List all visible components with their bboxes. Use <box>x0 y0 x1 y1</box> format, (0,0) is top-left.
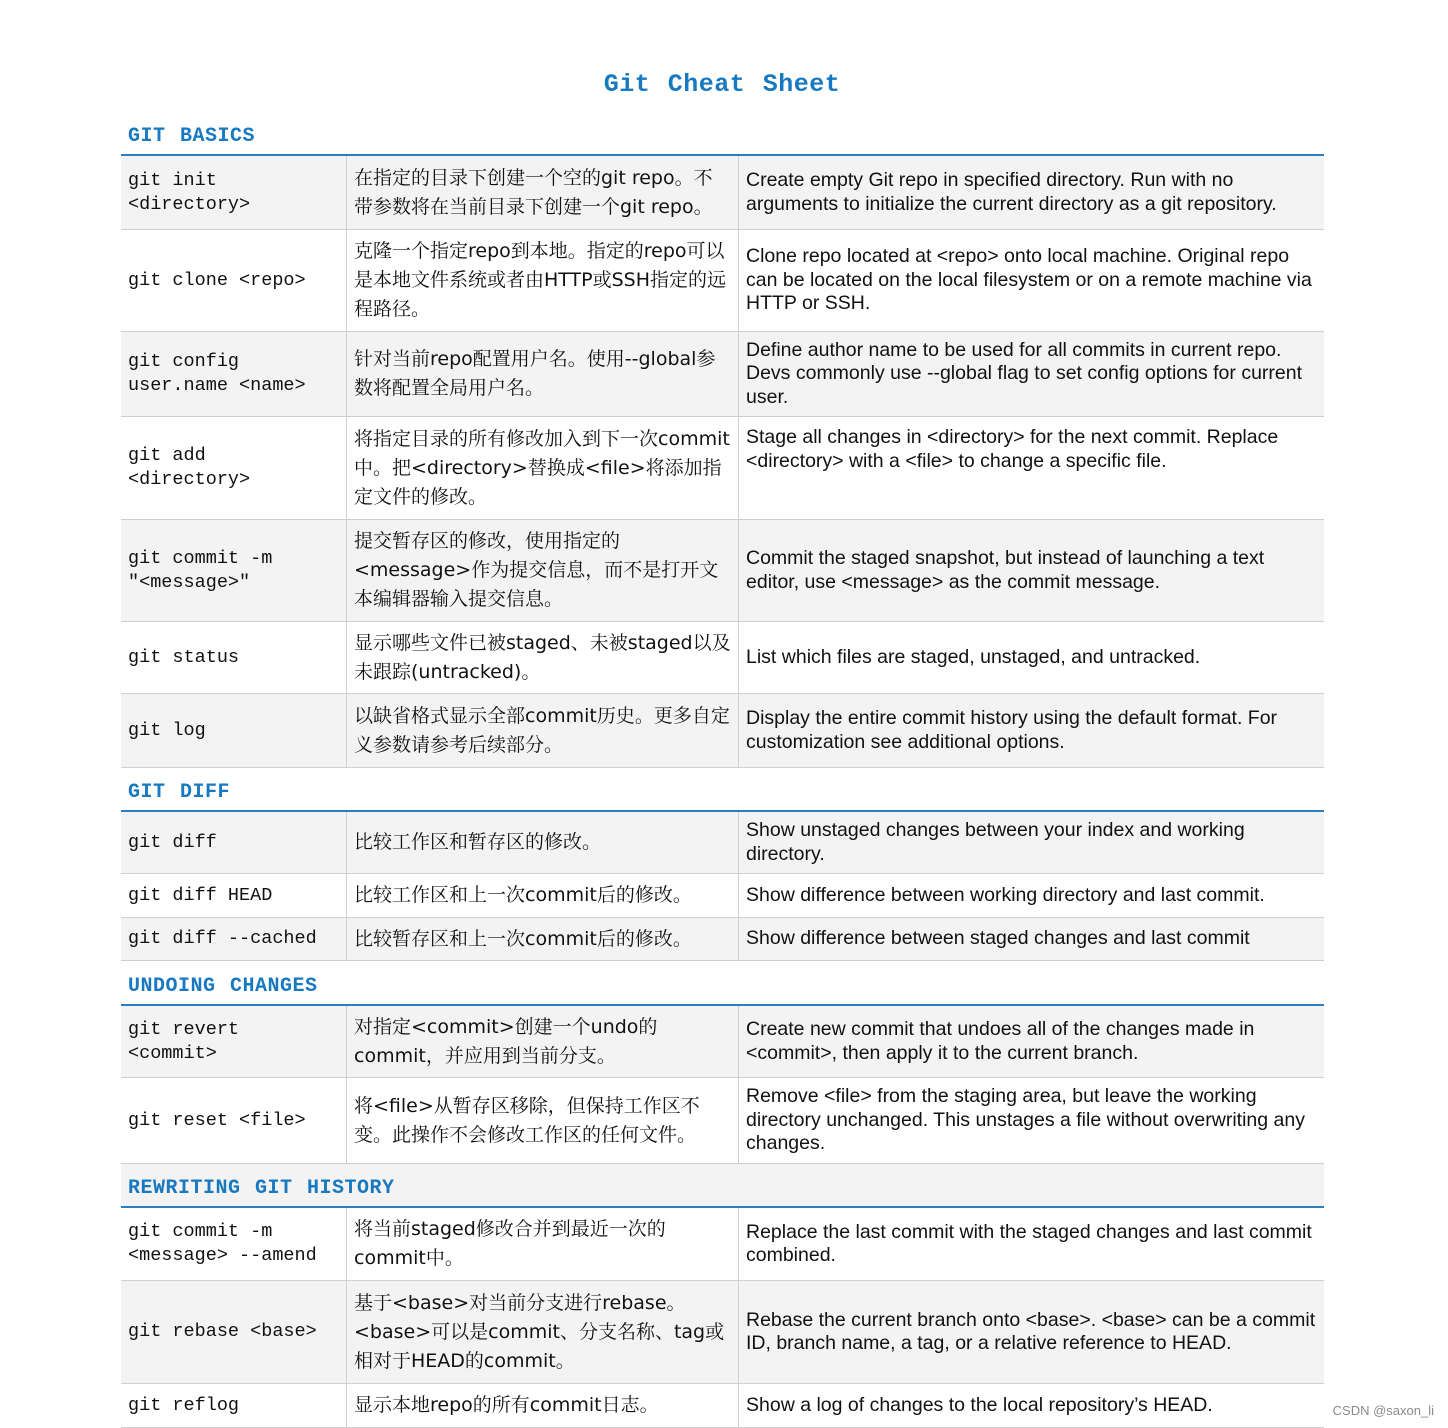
chinese-description-cell: 以缺省格式显示全部commit历史。更多自定义参数请参考后续部分。 <box>347 694 739 767</box>
command-cell: git diff --cached <box>121 918 347 960</box>
section-heading-rewriting-git-history <box>121 1164 1324 1208</box>
section-heading-git-basics <box>121 116 1324 156</box>
table-row-git-status <box>121 622 1324 694</box>
section-heading-label: GIT DIFF <box>128 781 231 804</box>
table-row-git-clone <box>121 230 1324 332</box>
english-description-cell: Show a log of changes to the local repository’s HEAD. <box>746 1393 1213 1416</box>
section-heading-undoing-changes <box>121 961 1324 1006</box>
table-row-git-revert <box>121 1006 1324 1078</box>
chinese-description-cell: 显示本地repo的所有commit日志。 <box>347 1384 739 1427</box>
chinese-description-cell: 克隆一个指定repo到本地。指定的repo可以是本地文件系统或者由HTTP或SSH指定的远程路径。 <box>347 230 739 331</box>
section-heading-label: GIT BASICS <box>128 125 256 148</box>
english-description-cell: Show unstaged changes between your index and working directory. <box>746 819 1245 865</box>
english-description-cell: Clone repo located at <repo> onto local machine. Original repo can be located on the local filesystem or on a remote machine via HTTP or SSH. <box>746 245 1312 315</box>
command-cell: git log <box>121 694 347 767</box>
chinese-description-cell: 在指定的目录下创建一个空的git repo。不带参数将在当前目录下创建一个git repo。 <box>347 156 739 229</box>
section-heading-git-diff <box>121 768 1324 812</box>
command-cell: git commit -m <message> --amend <box>121 1208 347 1280</box>
command-cell: git reset <file> <box>121 1078 347 1163</box>
chinese-description-cell: 针对当前repo配置用户名。使用--global参数将配置全局用户名。 <box>347 332 739 416</box>
table-row-git-diff-head <box>121 874 1324 918</box>
command-cell: git diff HEAD <box>121 874 347 917</box>
english-description-cell: List which files are staged, unstaged, and untracked. <box>746 645 1201 668</box>
command-cell: git config user.name <name> <box>121 332 347 416</box>
chinese-description-cell: 将指定目录的所有修改加入到下一次commit中。把<directory>替换成<file>将添加指定文件的修改。 <box>347 417 739 519</box>
table-row-git-add <box>121 417 1324 520</box>
chinese-description-cell: 基于<base>对当前分支进行rebase。<base>可以是commit、分支名称、tag或相对于HEAD的commit。 <box>347 1281 739 1383</box>
english-description-cell: Stage all changes in <directory> for the next commit. Replace <directory> with a <file> to change a specific file. <box>746 426 1279 472</box>
table-row-git-reset <box>121 1078 1324 1164</box>
command-cell: git diff <box>121 812 347 873</box>
chinese-description-cell: 比较暂存区和上一次commit后的修改。 <box>347 918 739 960</box>
english-description-cell: Create empty Git repo in specified directory. Run with no arguments to initialize the current directory as a git repository. <box>746 169 1277 215</box>
page-title: Git Cheat Sheet <box>603 70 841 99</box>
chinese-description-cell: 对指定<commit>创建一个undo的commit，并应用到当前分支。 <box>347 1006 739 1077</box>
command-cell: git rebase <base> <box>121 1281 347 1383</box>
watermark: CSDN @saxon_li <box>1332 1403 1434 1418</box>
table-row-git-log <box>121 694 1324 768</box>
table-row-git-reflog <box>121 1384 1324 1428</box>
english-description-cell: Show difference between staged changes and last commit <box>746 927 1250 950</box>
section-heading-label: REWRITING GIT HISTORY <box>128 1177 395 1200</box>
table-row-git-diff <box>121 812 1324 874</box>
chinese-description-cell: 提交暂存区的修改，使用指定的<message>作为提交信息，而不是打开文本编辑器输入提交信息。 <box>347 520 739 621</box>
command-cell: git reflog <box>121 1384 347 1427</box>
english-description-cell: Commit the staged snapshot, but instead of launching a text editor, use <message> as the commit message. <box>746 547 1265 593</box>
english-description-cell: Create new commit that undoes all of the changes made in <commit>, then apply it to the current branch. <box>746 1018 1255 1064</box>
command-cell: git commit -m "<message>" <box>121 520 347 621</box>
command-cell: git add <directory> <box>121 417 347 519</box>
table-row-git-commit-amend <box>121 1208 1324 1281</box>
english-description-cell: Replace the last commit with the staged changes and last commit combined. <box>746 1220 1312 1266</box>
command-cell: git revert <commit> <box>121 1006 347 1077</box>
table-row-git-config <box>121 332 1324 417</box>
chinese-description-cell: 比较工作区和上一次commit后的修改。 <box>347 874 739 917</box>
cheat-sheet-table <box>121 116 1324 1428</box>
english-description-cell: Display the entire commit history using the default format. For customization see additional options. <box>746 707 1278 753</box>
english-description-cell: Show difference between working directory and last commit. <box>746 883 1265 906</box>
table-row-git-commit <box>121 520 1324 622</box>
english-description-cell: Rebase the current branch onto <base>. <base> can be a commit ID, branch name, a tag, or a relative reference to HEAD. <box>746 1308 1316 1354</box>
english-description-cell: Remove <file> from the staging area, but leave the working directory unchanged. This unstages a file without overwriting any changes. <box>746 1085 1305 1155</box>
table-row-git-diff-cached <box>121 918 1324 961</box>
table-row-git-init <box>121 156 1324 230</box>
command-cell: git clone <repo> <box>121 230 347 331</box>
command-cell: git init <directory> <box>121 156 347 229</box>
chinese-description-cell: 显示哪些文件已被staged、未被staged以及未跟踪(untracked)。 <box>347 622 739 693</box>
table-row-git-rebase <box>121 1281 1324 1384</box>
chinese-description-cell: 将当前staged修改合并到最近一次的commit中。 <box>347 1208 739 1280</box>
section-heading-label: UNDOING CHANGES <box>128 975 318 998</box>
chinese-description-cell: 比较工作区和暂存区的修改。 <box>347 812 739 873</box>
command-cell: git status <box>121 622 347 693</box>
chinese-description-cell: 将<file>从暂存区移除，但保持工作区不变。此操作不会修改工作区的任何文件。 <box>347 1078 739 1163</box>
english-description-cell: Define author name to be used for all commits in current repo. Devs commonly use --global flag to set config options for current user. <box>746 338 1303 408</box>
